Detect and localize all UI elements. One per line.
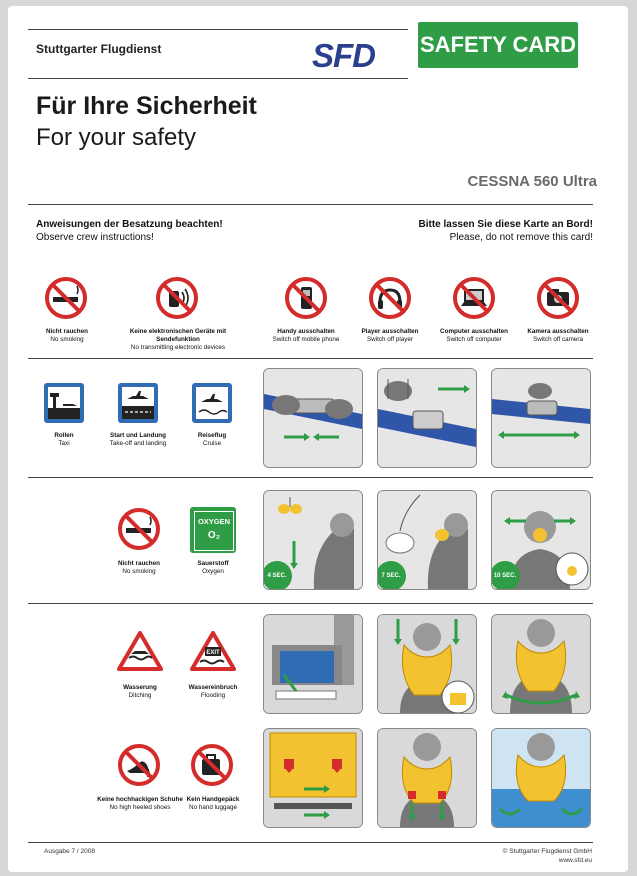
no-mobile-phone-label: Handy ausschalten Switch off mobile phone — [272, 328, 340, 343]
life-vest-inflate-panel — [263, 728, 363, 828]
no-camera-icon — [536, 276, 580, 320]
header-bottom-rule — [28, 78, 408, 79]
cruise-label: Reiseflug Cruise — [197, 432, 227, 447]
section-divider — [28, 477, 593, 478]
no-high-heels-icon — [117, 743, 161, 787]
no-hand-luggage-icon — [190, 743, 234, 787]
keep-card-de: Bitte lassen Sie diese Karte an Bord! — [418, 219, 593, 230]
flooding-label: Wassereinbruch Flooding — [188, 684, 238, 699]
timer-badge-4s: 4 SEC. — [263, 561, 292, 590]
no-camera-label: Kamera ausschalten Switch off camera — [527, 328, 589, 343]
life-vest-pull-tabs-panel — [377, 728, 477, 828]
no-high-heels-label: Keine hochhackigen Schuhe No high heeled shoes — [97, 796, 183, 811]
safety-card-badge: SAFETY CARD — [418, 22, 578, 68]
section-divider — [28, 603, 593, 604]
title-english: For your safety — [36, 124, 197, 151]
seatbelt-fasten-panel — [263, 368, 363, 468]
flooding-icon — [190, 630, 236, 672]
life-vest-location-panel — [263, 614, 363, 714]
life-vest-water-panel — [491, 728, 591, 828]
no-smoking-label: Nicht rauchen No smoking — [46, 328, 88, 343]
website-label: www.sfd.eu — [558, 857, 592, 864]
copyright-label: © Stuttgarter Flugdienst GmbH — [502, 848, 592, 855]
crew-instructions-de: Anweisungen der Besatzung beachten! — [36, 219, 223, 230]
no-hand-luggage-label: Kein Handgepäck No hand luggage — [186, 796, 240, 811]
oxygen-mask-step2-panel — [377, 490, 477, 590]
oxygen-sign-formula: O₂ — [207, 530, 221, 541]
section-divider — [28, 358, 593, 359]
crew-instructions-en: Observe crew instructions! — [36, 232, 154, 243]
company-name: Stuttgarter Flugdienst — [36, 42, 162, 56]
oxygen-label: Sauerstoff Oxygen — [197, 560, 229, 575]
no-smoking-icon — [44, 276, 88, 320]
oxygen-mask-step3-panel — [491, 490, 591, 590]
taxi-icon — [43, 382, 85, 424]
no-player-label: Player ausschalten Switch off player — [361, 328, 419, 343]
takeoff-landing-icon — [117, 382, 159, 424]
no-computer-icon — [452, 276, 496, 320]
ditching-icon — [117, 630, 163, 672]
oxygen-mask-step1-panel — [263, 490, 363, 590]
taxi-label: Rollen Taxi — [54, 432, 74, 447]
takeoff-landing-label: Start und Landung Take-off and landing — [109, 432, 167, 447]
sfd-logo: SFD — [312, 37, 375, 74]
oxygen-no-smoking-label: Nicht rauchen No smoking — [118, 560, 160, 575]
timer-badge-10s: 10 SEC. — [491, 561, 520, 590]
title-german: Für Ihre Sicherheit — [36, 92, 257, 120]
ditching-label: Wasserung Ditching — [123, 684, 157, 699]
no-transmitting-devices-label: Keine elektronischen Geräte mit Sendefunktion No transmitting electronic devices — [129, 328, 227, 351]
seatbelt-release-panel — [491, 368, 591, 468]
timer-badge-7s: 7 SEC. — [377, 561, 406, 590]
footer-divider — [28, 842, 593, 843]
no-smoking-icon — [117, 507, 161, 551]
cruise-icon — [191, 382, 233, 424]
keep-card-en: Please, do not remove this card! — [449, 232, 593, 243]
edition-label: Ausgabe 7 / 2008 — [44, 848, 95, 855]
section-divider — [28, 204, 593, 205]
seatbelt-tighten-panel — [377, 368, 477, 468]
flooding-exit-sign: EXIT — [206, 650, 220, 656]
oxygen-sign-title: OXYGEN — [197, 517, 231, 526]
oxygen-sign-icon — [190, 507, 236, 553]
life-vest-straps-panel — [491, 614, 591, 714]
no-transmitting-devices-icon — [155, 276, 199, 320]
header-top-rule — [28, 29, 408, 30]
aircraft-model: CESSNA 560 Ultra — [467, 173, 597, 190]
no-mobile-phone-icon — [284, 276, 328, 320]
no-computer-label: Computer ausschalten Switch off computer — [440, 328, 508, 343]
no-player-icon — [368, 276, 412, 320]
life-vest-don-panel — [377, 614, 477, 714]
